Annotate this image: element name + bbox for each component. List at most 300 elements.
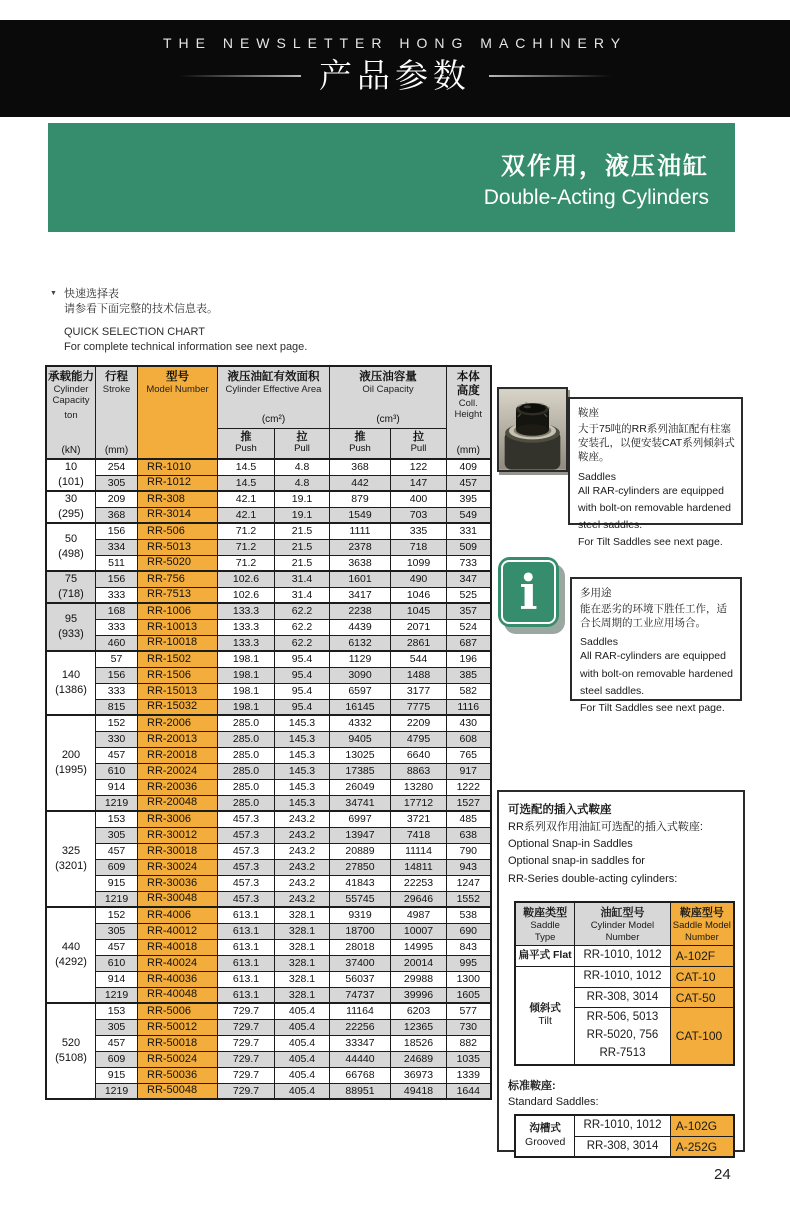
push-oil-cell: 3090	[330, 667, 391, 683]
col-header-effective-area: 液压油缸有效面积 Cylinder Effective Area (cm²)	[218, 366, 330, 428]
capacity-cell: 10 (101)	[46, 459, 96, 491]
push-oil-cell: 16145	[330, 699, 391, 715]
push-area-cell: 729.7	[218, 1051, 275, 1067]
pull-area-cell: 328.1	[275, 907, 330, 923]
height-cell: 1247	[447, 875, 491, 891]
push-oil-cell: 17385	[330, 763, 391, 779]
pull-oil-cell: 122	[391, 459, 447, 475]
pull-oil-cell: 1099	[391, 555, 447, 571]
pull-area-cell: 405.4	[275, 1035, 330, 1051]
height-cell: 1527	[447, 795, 491, 811]
pull-area-cell: 328.1	[275, 923, 330, 939]
height-cell: 347	[447, 571, 491, 587]
table-row	[46, 635, 491, 651]
col-header-collapsed-height: 本体 高度 Coll. Height (mm)	[447, 366, 491, 459]
push-oil-cell: 6997	[330, 811, 391, 827]
saddle-model-cell: CAT-50	[670, 987, 734, 1008]
pull-area-cell: 405.4	[275, 1019, 330, 1035]
snapin-title-zh: 可选配的插入式鞍座	[508, 804, 612, 816]
stroke-cell: 457	[96, 747, 138, 763]
intro-en-line1: QUICK SELECTION CHART	[64, 326, 205, 338]
cylinder-model-cell: RR-1010, 1012	[575, 966, 670, 987]
saddles-note-box	[568, 397, 743, 549]
pull-oil-cell: 3721	[391, 811, 447, 827]
push-area-cell: 729.7	[218, 1067, 275, 1083]
snapin-saddle-table	[514, 901, 735, 1066]
stroke-cell: 1219	[96, 1083, 138, 1099]
model-cell: RR-3006	[138, 811, 218, 827]
table-row	[46, 475, 491, 491]
height-cell: 943	[447, 859, 491, 875]
pull-area-cell: 243.2	[275, 891, 330, 907]
pull-oil-cell: 147	[391, 475, 447, 491]
height-cell: 196	[447, 651, 491, 667]
pull-oil-cell: 7418	[391, 827, 447, 843]
table-row	[46, 587, 491, 603]
push-area-cell: 285.0	[218, 747, 275, 763]
push-area-cell: 198.1	[218, 667, 275, 683]
saddle-table-row	[515, 966, 734, 987]
table-row	[46, 779, 491, 795]
saddle-model-cell: A-102F	[670, 946, 734, 967]
pull-area-cell: 95.4	[275, 651, 330, 667]
saddle-model-header: 鞍座型号 Saddle Model Number	[670, 902, 734, 946]
table-row	[46, 763, 491, 779]
stroke-cell: 330	[96, 731, 138, 747]
stroke-cell: 915	[96, 875, 138, 891]
table-row	[46, 747, 491, 763]
pull-area-cell: 95.4	[275, 683, 330, 699]
versatility-tilt-note: For Tilt Saddles see next page.	[580, 702, 725, 715]
model-cell: RR-7513	[138, 587, 218, 603]
model-cell: RR-5013	[138, 539, 218, 555]
model-cell: RR-30024	[138, 859, 218, 875]
height-cell: 385	[447, 667, 491, 683]
push-area-cell: 457.3	[218, 811, 275, 827]
pull-area-cell: 21.5	[275, 555, 330, 571]
stroke-cell: 815	[96, 699, 138, 715]
height-cell: 843	[447, 939, 491, 955]
push-oil-cell: 3638	[330, 555, 391, 571]
push-area-cell: 729.7	[218, 1003, 275, 1019]
push-area-cell: 71.2	[218, 523, 275, 539]
capacity-cell: 440 (4292)	[46, 907, 96, 1003]
standard-saddles-title-en: Standard Saddles:	[508, 1095, 599, 1108]
stroke-cell: 1219	[96, 891, 138, 907]
stroke-cell: 609	[96, 859, 138, 875]
model-cell: RR-30018	[138, 843, 218, 859]
table-row	[46, 1019, 491, 1035]
saddle-photo	[497, 387, 568, 472]
pull-oil-cell: 39996	[391, 987, 447, 1003]
snapin-subtitle-en1: Optional snap-in saddles for	[508, 855, 645, 868]
stroke-cell: 57	[96, 651, 138, 667]
model-cell: RR-1012	[138, 475, 218, 491]
pull-oil-cell: 10007	[391, 923, 447, 939]
push-area-cell: 613.1	[218, 987, 275, 1003]
capacity-cell: 140 (1386)	[46, 651, 96, 715]
stroke-cell: 610	[96, 955, 138, 971]
cylinder-model-header: 油缸型号 Cylinder Model Number	[575, 902, 670, 946]
height-cell: 525	[447, 587, 491, 603]
push-oil-cell: 1601	[330, 571, 391, 587]
table-row	[46, 539, 491, 555]
pull-oil-cell: 718	[391, 539, 447, 555]
pull-area-cell: 21.5	[275, 539, 330, 555]
pull-area-cell: 405.4	[275, 1003, 330, 1019]
pull-area-cell: 145.3	[275, 715, 330, 731]
stroke-cell: 334	[96, 539, 138, 555]
pull-area-cell: 145.3	[275, 763, 330, 779]
capacity-cell: 95 (933)	[46, 603, 96, 651]
push-area-cell: 285.0	[218, 779, 275, 795]
intro-zh-line1: 快速选择表	[64, 288, 119, 300]
stroke-cell: 457	[96, 1035, 138, 1051]
push-oil-cell: 20889	[330, 843, 391, 859]
push-area-cell: 613.1	[218, 939, 275, 955]
model-cell: RR-10018	[138, 635, 218, 651]
table-row	[46, 1083, 491, 1099]
pull-oil-cell: 36973	[391, 1067, 447, 1083]
height-cell: 538	[447, 907, 491, 923]
push-area-cell: 457.3	[218, 827, 275, 843]
push-oil-cell: 55745	[330, 891, 391, 907]
push-oil-cell: 66768	[330, 1067, 391, 1083]
push-oil-cell: 28018	[330, 939, 391, 955]
pull-area-cell: 19.1	[275, 491, 330, 507]
pull-oil-cell: 14811	[391, 859, 447, 875]
saddle-model-cell: A-252G	[670, 1136, 734, 1157]
pull-area-cell: 328.1	[275, 939, 330, 955]
banner-title-en: Double-Acting Cylinders	[483, 185, 709, 209]
push-oil-cell: 11164	[330, 1003, 391, 1019]
model-cell: RR-15013	[138, 683, 218, 699]
push-area-cell: 457.3	[218, 859, 275, 875]
table-row	[46, 555, 491, 571]
push-oil-cell: 4332	[330, 715, 391, 731]
height-cell: 1552	[447, 891, 491, 907]
height-cell: 995	[447, 955, 491, 971]
height-cell: 331	[447, 523, 491, 539]
stroke-cell: 156	[96, 523, 138, 539]
model-cell: RR-50036	[138, 1067, 218, 1083]
push-area-cell: 613.1	[218, 971, 275, 987]
col-header-stroke: 行程 Stroke (mm)	[96, 366, 138, 459]
capacity-cell: 50 (498)	[46, 523, 96, 571]
push-oil-cell: 3417	[330, 587, 391, 603]
model-cell: RR-10013	[138, 619, 218, 635]
pull-oil-cell: 20014	[391, 955, 447, 971]
push-area-cell: 729.7	[218, 1083, 275, 1099]
capacity-cell: 75 (718)	[46, 571, 96, 603]
pull-oil-cell: 400	[391, 491, 447, 507]
model-cell: RR-5006	[138, 1003, 218, 1019]
push-oil-cell: 41843	[330, 875, 391, 891]
push-area-cell: 198.1	[218, 683, 275, 699]
snapin-title-en: Optional Snap-in Saddles	[508, 837, 633, 850]
pull-area-cell: 243.2	[275, 843, 330, 859]
saddle-type-cell: 扁平式 Flat	[515, 946, 575, 967]
saddles-body-en: All RAR-cylinders are equipped with bolt-on removable hardened steel saddles.	[578, 484, 731, 532]
push-oil-cell: 442	[330, 475, 391, 491]
pull-oil-cell: 1045	[391, 603, 447, 619]
table-row	[46, 715, 491, 731]
push-oil-cell: 6597	[330, 683, 391, 699]
push-oil-cell: 1129	[330, 651, 391, 667]
pull-area-cell: 31.4	[275, 587, 330, 603]
push-oil-cell: 74737	[330, 987, 391, 1003]
model-cell: RR-1506	[138, 667, 218, 683]
cylinder-model-cell: RR-1010, 1012	[575, 1115, 670, 1136]
height-cell: 1116	[447, 699, 491, 715]
model-cell: RR-1502	[138, 651, 218, 667]
model-cell: RR-50024	[138, 1051, 218, 1067]
saddle-model-cell: CAT-10	[670, 966, 734, 987]
pull-area-cell: 62.2	[275, 635, 330, 651]
table-row	[46, 507, 491, 523]
push-area-cell: 71.2	[218, 539, 275, 555]
push-area-cell: 133.3	[218, 635, 275, 651]
stroke-cell: 609	[96, 1051, 138, 1067]
table-row	[46, 491, 491, 507]
push-oil-cell: 13947	[330, 827, 391, 843]
snapin-table-body	[515, 946, 734, 1065]
main-table	[45, 365, 492, 1100]
pull-oil-cell: 3177	[391, 683, 447, 699]
subheader-area-pull: 拉 Pull	[275, 428, 330, 459]
push-area-cell: 729.7	[218, 1019, 275, 1035]
pull-oil-cell: 18526	[391, 1035, 447, 1051]
standard-saddles-title-zh: 标准鞍座:	[508, 1079, 556, 1092]
col-header-oil-capacity: 液压油容量 Oil Capacity (cm³)	[330, 366, 447, 428]
cylinder-model-cell: RR-1010, 1012	[575, 946, 670, 967]
versatility-body-en: All RAR-cylinders are equipped with bolt-on removable hardened steel saddles.	[580, 650, 733, 697]
pull-area-cell: 62.2	[275, 619, 330, 635]
pull-oil-cell: 17712	[391, 795, 447, 811]
height-cell: 509	[447, 539, 491, 555]
height-cell: 1644	[447, 1083, 491, 1099]
stroke-cell: 511	[96, 555, 138, 571]
table-row	[46, 859, 491, 875]
push-area-cell: 14.5	[218, 459, 275, 475]
stroke-cell: 153	[96, 811, 138, 827]
height-cell: 690	[447, 923, 491, 939]
model-cell: RR-50018	[138, 1035, 218, 1051]
stroke-cell: 1219	[96, 795, 138, 811]
push-oil-cell: 2238	[330, 603, 391, 619]
model-cell: RR-5020	[138, 555, 218, 571]
push-oil-cell: 2378	[330, 539, 391, 555]
pull-oil-cell: 11114	[391, 843, 447, 859]
pull-oil-cell: 29646	[391, 891, 447, 907]
pull-oil-cell: 14995	[391, 939, 447, 955]
height-cell: 730	[447, 1019, 491, 1035]
snapin-saddles-box	[497, 790, 745, 1152]
versatility-title-en: Saddles	[580, 636, 618, 649]
push-area-cell: 613.1	[218, 955, 275, 971]
push-area-cell: 457.3	[218, 843, 275, 859]
model-cell: RR-308	[138, 491, 218, 507]
model-cell: RR-20013	[138, 731, 218, 747]
masthead	[0, 20, 790, 117]
height-cell: 430	[447, 715, 491, 731]
intro-en-line2: For complete technical information see next page.	[64, 341, 308, 353]
table-row	[46, 955, 491, 971]
push-area-cell: 198.1	[218, 699, 275, 715]
model-cell: RR-40012	[138, 923, 218, 939]
height-cell: 409	[447, 459, 491, 475]
height-cell: 485	[447, 811, 491, 827]
saddles-body-zh: 大于75吨的RR系列油缸配有柱塞安装孔，以便安装CAT系列倾斜式鞍座。	[578, 423, 735, 464]
versatility-note-box	[570, 577, 742, 715]
table-row	[46, 667, 491, 683]
model-cell: RR-30036	[138, 875, 218, 891]
push-area-cell: 457.3	[218, 891, 275, 907]
push-area-cell: 133.3	[218, 619, 275, 635]
model-cell: RR-50048	[138, 1083, 218, 1099]
table-row	[46, 603, 491, 619]
push-area-cell: 102.6	[218, 571, 275, 587]
push-oil-cell: 4439	[330, 619, 391, 635]
push-oil-cell: 56037	[330, 971, 391, 987]
stroke-cell: 305	[96, 1019, 138, 1035]
pull-oil-cell: 4987	[391, 907, 447, 923]
pull-area-cell: 95.4	[275, 667, 330, 683]
page-number: 24	[714, 1166, 731, 1183]
table-row	[46, 1051, 491, 1067]
push-oil-cell: 27850	[330, 859, 391, 875]
model-cell: RR-20036	[138, 779, 218, 795]
pull-oil-cell: 335	[391, 523, 447, 539]
stroke-cell: 333	[96, 619, 138, 635]
push-oil-cell: 37400	[330, 955, 391, 971]
stroke-cell: 305	[96, 827, 138, 843]
pull-area-cell: 95.4	[275, 699, 330, 715]
stroke-cell: 457	[96, 939, 138, 955]
table-row	[46, 1067, 491, 1083]
model-cell: RR-30012	[138, 827, 218, 843]
saddles-title-en: Saddles	[578, 470, 616, 483]
push-area-cell: 133.3	[218, 603, 275, 619]
cylinder-model-cell: RR-308, 3014	[575, 987, 670, 1008]
table-row	[46, 699, 491, 715]
push-oil-cell: 22256	[330, 1019, 391, 1035]
pull-oil-cell: 2071	[391, 619, 447, 635]
pull-area-cell: 405.4	[275, 1067, 330, 1083]
cylinder-model-cell: RR-506, 5013 RR-5020, 756 RR-7513	[575, 1008, 670, 1065]
pull-oil-cell: 2209	[391, 715, 447, 731]
saddle-type-header: 鞍座类型 Saddle Type	[515, 902, 575, 946]
pull-oil-cell: 4795	[391, 731, 447, 747]
saddle-photo-image	[499, 389, 566, 470]
pull-oil-cell: 7775	[391, 699, 447, 715]
saddle-type-cell: 倾斜式 Tilt	[515, 966, 575, 1065]
height-cell: 357	[447, 603, 491, 619]
pull-oil-cell: 24689	[391, 1051, 447, 1067]
capacity-cell: 30 (295)	[46, 491, 96, 523]
height-cell: 733	[447, 555, 491, 571]
height-cell: 882	[447, 1035, 491, 1051]
stroke-cell: 915	[96, 1067, 138, 1083]
pull-area-cell: 328.1	[275, 971, 330, 987]
pull-oil-cell: 703	[391, 507, 447, 523]
stroke-cell: 156	[96, 571, 138, 587]
pull-oil-cell: 49418	[391, 1083, 447, 1099]
model-cell: RR-4006	[138, 907, 218, 923]
model-cell: RR-40048	[138, 987, 218, 1003]
pull-area-cell: 405.4	[275, 1051, 330, 1067]
push-oil-cell: 88951	[330, 1083, 391, 1099]
pull-area-cell: 145.3	[275, 731, 330, 747]
push-area-cell: 457.3	[218, 875, 275, 891]
pull-oil-cell: 6203	[391, 1003, 447, 1019]
table-row	[46, 651, 491, 667]
capacity-cell: 325 (3201)	[46, 811, 96, 907]
height-cell: 549	[447, 507, 491, 523]
pull-oil-cell: 2861	[391, 635, 447, 651]
stroke-cell: 305	[96, 923, 138, 939]
table-row	[46, 619, 491, 635]
push-area-cell: 285.0	[218, 795, 275, 811]
pull-area-cell: 145.3	[275, 747, 330, 763]
height-cell: 1035	[447, 1051, 491, 1067]
height-cell: 638	[447, 827, 491, 843]
push-area-cell: 71.2	[218, 555, 275, 571]
push-oil-cell: 1549	[330, 507, 391, 523]
title-rule-left	[179, 75, 301, 77]
subheader-area-push: 推 Push	[218, 428, 275, 459]
saddle-table-row	[515, 1115, 734, 1136]
height-cell: 765	[447, 747, 491, 763]
push-area-cell: 102.6	[218, 587, 275, 603]
pull-area-cell: 4.8	[275, 459, 330, 475]
push-oil-cell: 44440	[330, 1051, 391, 1067]
push-area-cell: 285.0	[218, 731, 275, 747]
height-cell: 577	[447, 1003, 491, 1019]
pull-oil-cell: 29988	[391, 971, 447, 987]
height-cell: 1300	[447, 971, 491, 987]
cylinder-model-cell: RR-308, 3014	[575, 1136, 670, 1157]
model-cell: RR-1010	[138, 459, 218, 475]
push-oil-cell: 26049	[330, 779, 391, 795]
stroke-cell: 305	[96, 475, 138, 491]
table-row	[46, 795, 491, 811]
push-area-cell: 42.1	[218, 491, 275, 507]
page-title: 产品参数	[319, 57, 471, 94]
stroke-cell: 460	[96, 635, 138, 651]
height-cell: 790	[447, 843, 491, 859]
push-oil-cell: 368	[330, 459, 391, 475]
saddle-model-cell: A-102G	[670, 1115, 734, 1136]
pull-area-cell: 21.5	[275, 523, 330, 539]
height-cell: 1222	[447, 779, 491, 795]
pull-area-cell: 31.4	[275, 571, 330, 587]
model-cell: RR-756	[138, 571, 218, 587]
pull-area-cell: 243.2	[275, 827, 330, 843]
height-cell: 524	[447, 619, 491, 635]
table-row	[46, 843, 491, 859]
stroke-cell: 1219	[96, 987, 138, 1003]
model-cell: RR-2006	[138, 715, 218, 731]
table-row	[46, 923, 491, 939]
push-oil-cell: 6132	[330, 635, 391, 651]
section-banner	[48, 123, 735, 232]
stroke-cell: 368	[96, 507, 138, 523]
pull-area-cell: 328.1	[275, 955, 330, 971]
height-cell: 582	[447, 683, 491, 699]
push-area-cell: 42.1	[218, 507, 275, 523]
table-row	[46, 875, 491, 891]
